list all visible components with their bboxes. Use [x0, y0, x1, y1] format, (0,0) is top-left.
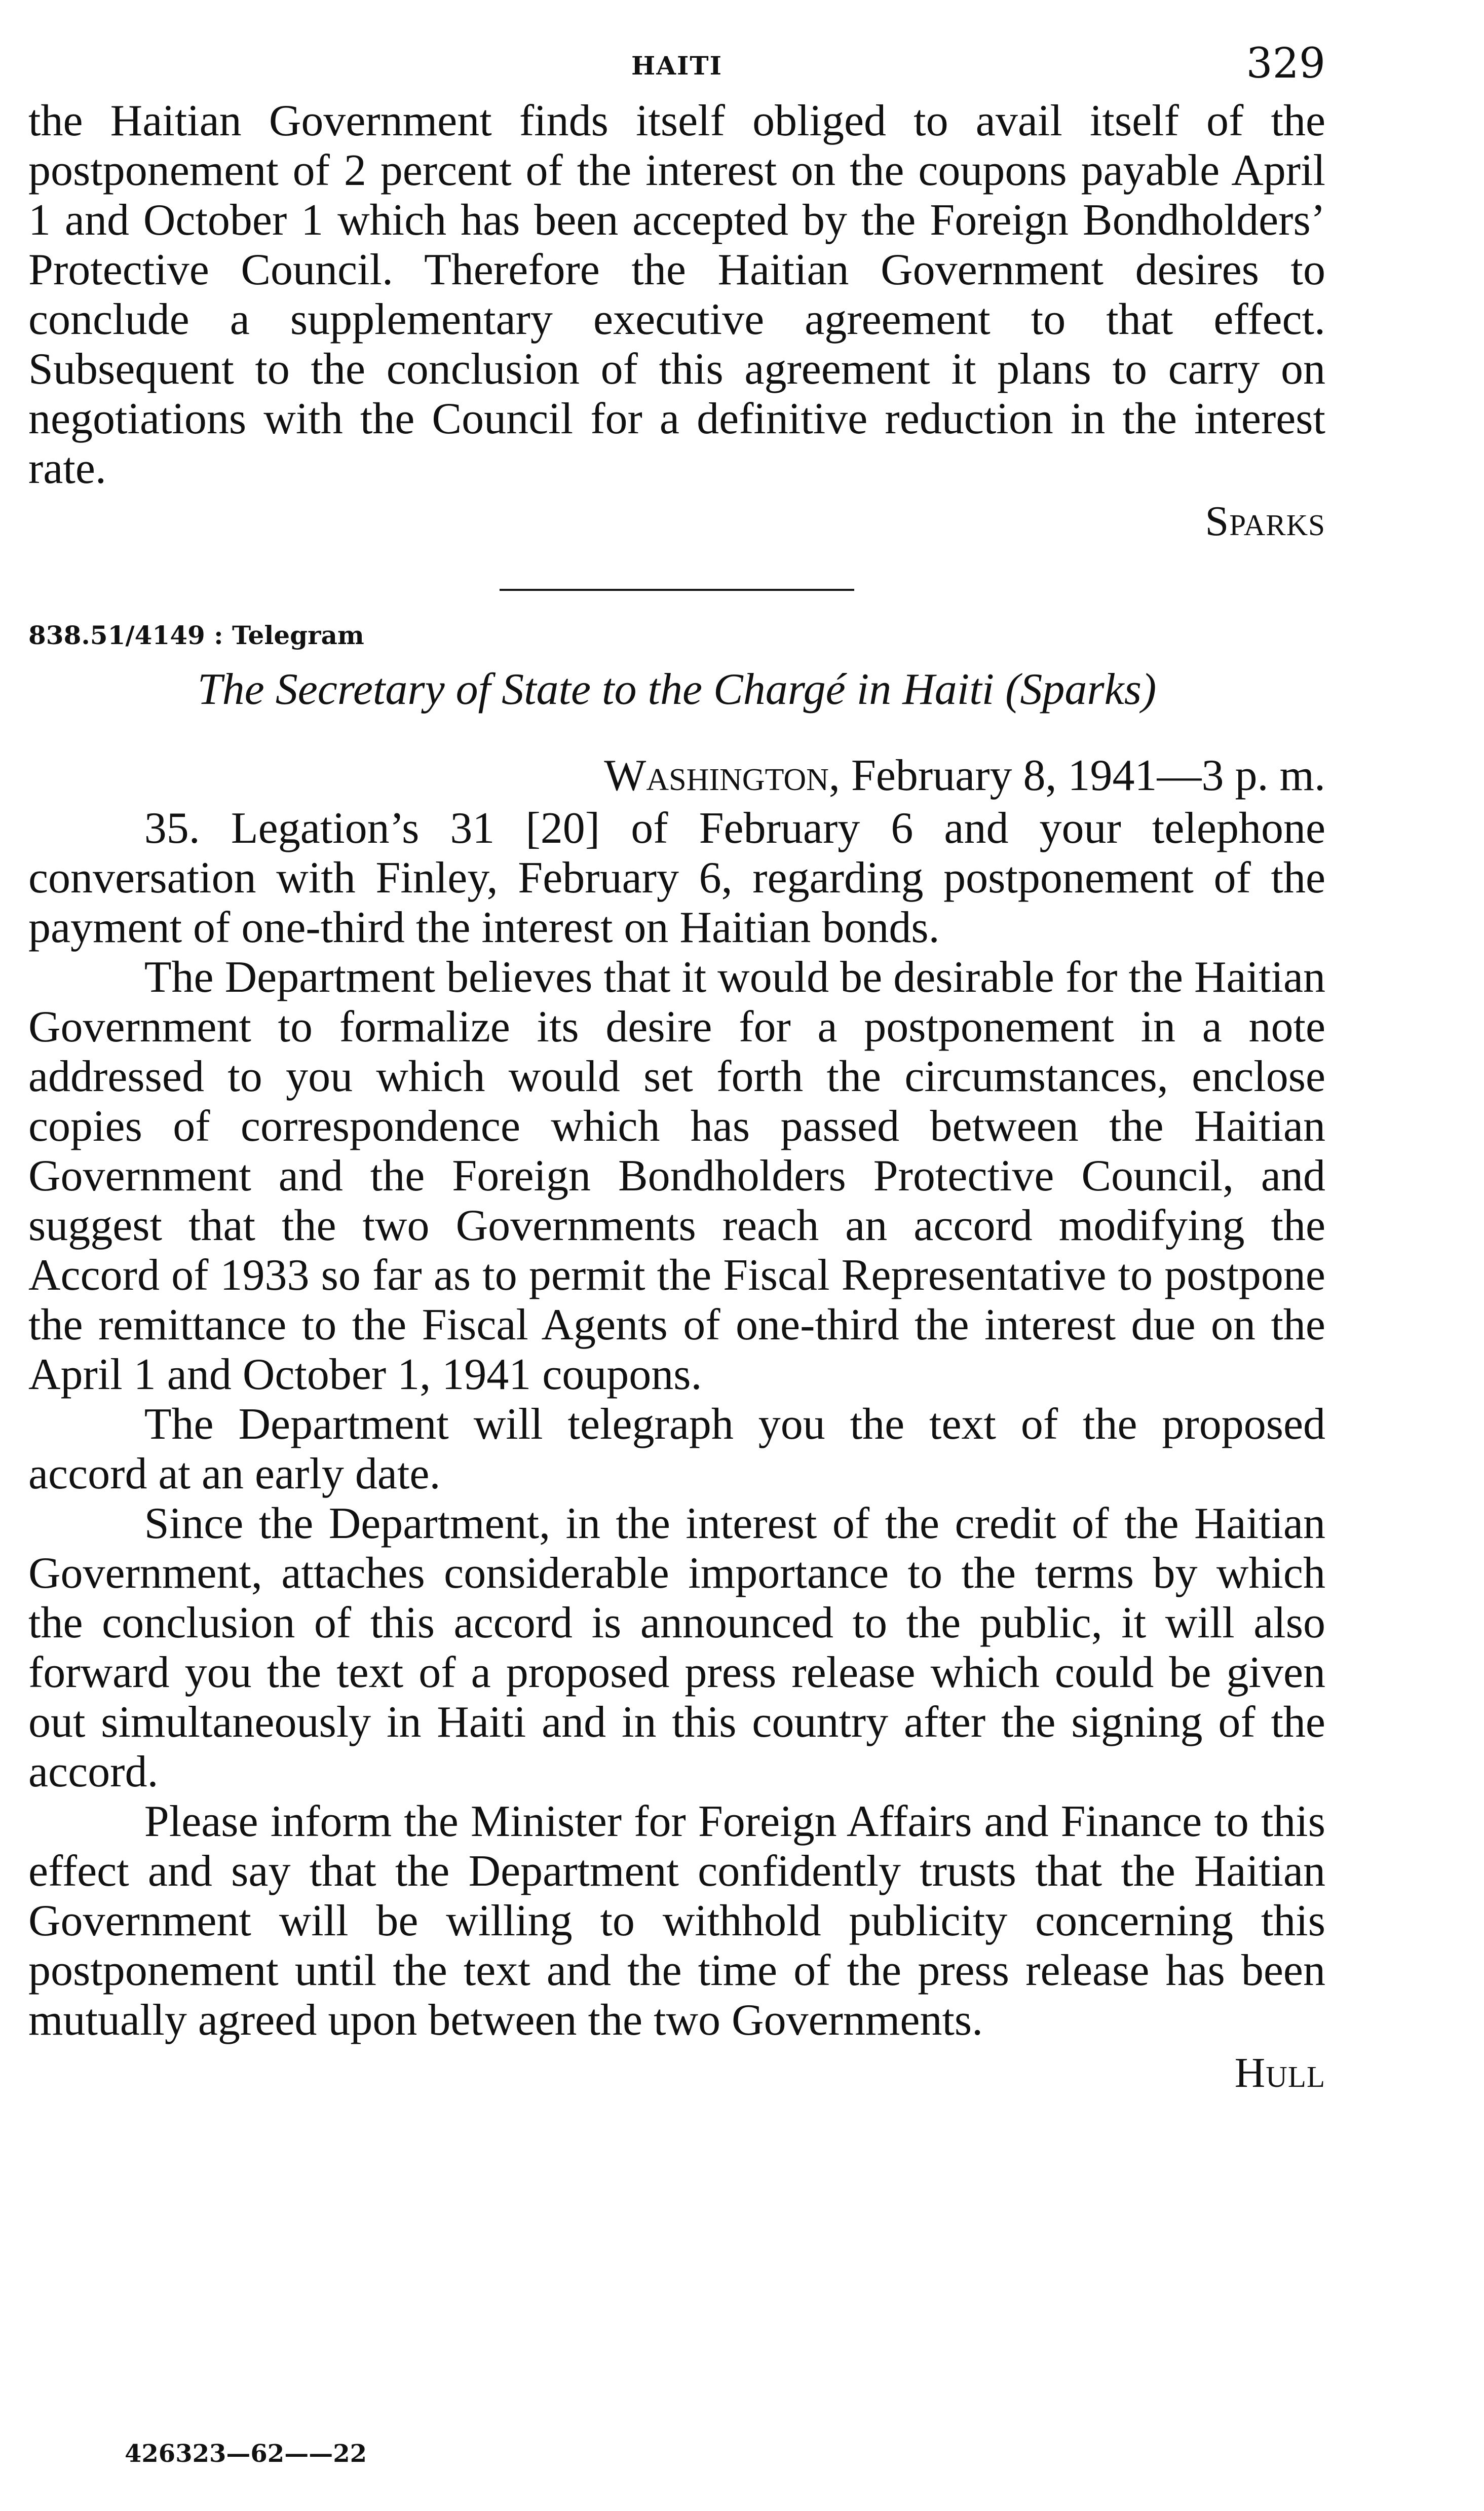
- telegram-paragraph-2: The Department believes that it would be desirable for the Haitian Government to formalize its desire for a postponement in a note addressed to you which would set forth the circumstances, enclose copies of correspondence which has passed between the Haitian Government and the Foreign Bondholders Protective Council, and suggest that the two Governments reach an accord modifying the Accord of 1933 so far as to permit the Fiscal Representative to postpone the remittance to the Fiscal Agents of one-third the interest due on the April 1 and October 1, 1941 coupons.: [28, 953, 1325, 1399]
- continuation-block: [28, 96, 1325, 546]
- document-page: [28, 20, 1325, 2483]
- telegram-paragraph-5: Please inform the Minister for Foreign Affairs and Finance to this effect and say that the Department confidently trusts that the Haitian Government will be willing to withhold publicity concerning this postponement until the text and the time of the press release has been mutually agreed upon between the two Governments.: [28, 1797, 1325, 2045]
- dateline-place: Washington: [604, 751, 829, 800]
- file-reference: 838.51/4149 : Telegram: [28, 620, 364, 650]
- dateline: [28, 748, 1325, 804]
- section-divider: [28, 546, 1325, 617]
- telegram-paragraph-3: The Department will telegraph you the text of the proposed accord at an early date.: [28, 1400, 1325, 1498]
- divider-rule: [500, 589, 854, 591]
- telegram-body: [28, 804, 1325, 2098]
- dateline-date: , February 8, 1941—3 p. m.: [828, 751, 1325, 800]
- telegram-signature: Hull: [1234, 2049, 1325, 2096]
- telegram-paragraph-4: Since the Department, in the interest of the credit of the Haitian Government, attaches considerable importance to the terms by which the conclusion of this accord is announced to the public, it will also forward you the text of a proposed press release which could be given out simultaneously in Haiti and in this country after the signing of the accord.: [28, 1499, 1325, 1796]
- page-number: 329: [1246, 40, 1325, 88]
- telegram-paragraph-1: 35. Legation’s 31 [20] of February 6 and your telephone conversation with Finley, February 6, regarding postponement of the payment of one-third the interest on Haitian bonds.: [28, 804, 1325, 952]
- document-heading: The Secretary of State to the Chargé in Haiti (Sparks): [197, 665, 1157, 714]
- running-title: HAITI: [631, 51, 723, 81]
- continuation-signature: Sparks: [1205, 498, 1325, 545]
- running-head: [28, 20, 1325, 96]
- continuation-paragraph: the Haitian Government finds itself obliged to avail itself of the postponement of 2 percent of the interest on the coupons payable April 1 and October 1 which has been accepted by the Foreign Bondholders’ Protective Council. Therefore the Haitian Government desires to conclude a supplementary executive agreement to that effect. Subsequent to the conclusion of this agreement it plans to carry on negotiations with the Council for a definitive reduction in the interest rate.: [28, 96, 1325, 493]
- printer-mark: 426323—62——22: [125, 2440, 367, 2468]
